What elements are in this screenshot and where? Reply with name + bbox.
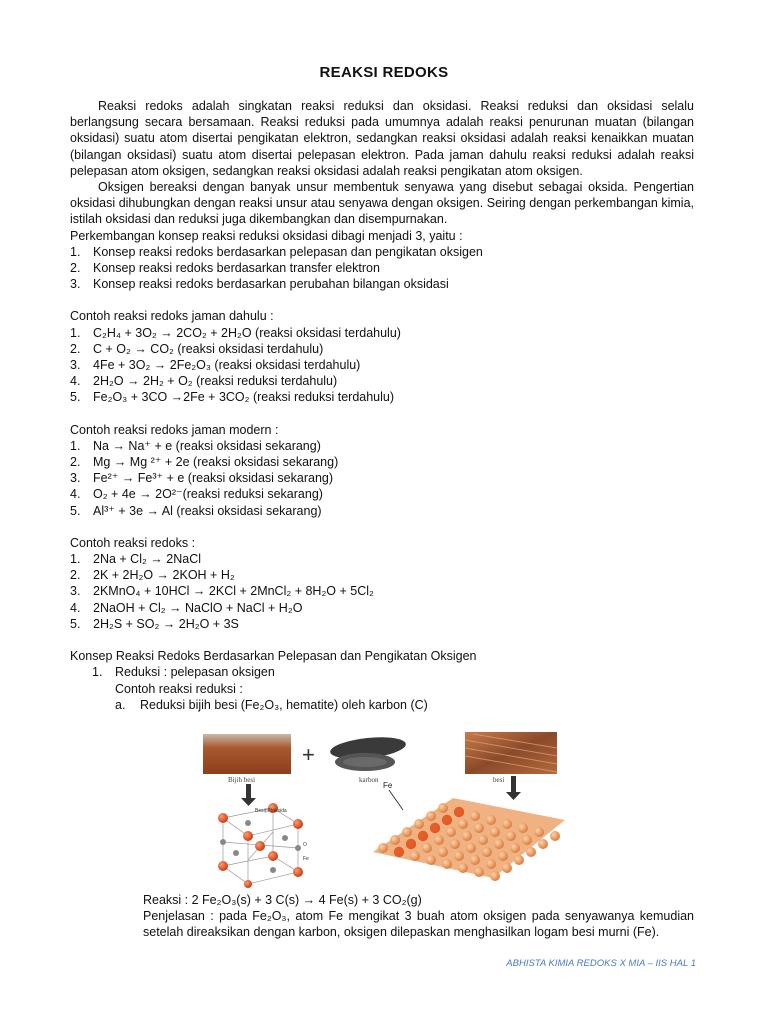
label-fe: Fe [383,781,393,790]
list-item: 1. Na → Na⁺ + e (reaksi oksidasi sekarang) [70,438,321,453]
section-heading-konsep-oksigen: Konsep Reaksi Redoks Berdasarkan Pelepasan dan Pengikatan Oksigen [70,649,477,664]
list-item: 3. 2KMnO₄ + 10HCl → 2KCl + 2MnCl₂ + 8H₂O + 5Cl₂ [70,584,374,599]
down-arrow-icon [506,776,521,800]
list-item: 4. 2H₂O → 2H₂ + O₂ (reaksi reduksi terdahulu) [70,374,338,389]
konsep-list [70,244,694,293]
reduksi-item: 1. Reduksi : pelepasan oksigen [92,665,275,680]
label-o: O [303,842,307,848]
contoh-list [70,551,694,632]
reaction-penjelasan: Penjelasan : pada Fe₂O₃, atom Fe mengikat 3 buah atom oksigen pada senyawanya kemudian setelah direaksikan dengan karbon, oksigen dilepaskan menghasilkan logam besi murni (Fe). [143,909,694,939]
list-item: 3. Fe²⁺ → Fe³⁺ + e (reaksi oksidasi sekarang) [70,471,334,486]
page-footer: ABHISTA KIMIA REDOKS X MIA – IIS HAL 1 [506,958,696,969]
down-arrow-icon [241,784,256,806]
label-karbon: karbon [359,776,379,784]
list-item: 3. Konsep reaksi redoks berdasarkan perubahan bilangan oksidasi [70,277,449,292]
list-item: 2. C + O₂ → CO₂ (reaksi oksidasi terdahulu) [70,341,324,356]
reaction-explanation [143,892,694,940]
list-item: 2. Konsep reaksi redoks berdasarkan transfer elektron [70,261,380,276]
list-item: 5. 2H₂S + SO₂ → 2H₂O + 3S [70,616,239,631]
label-besi: besi [493,776,505,784]
label-bijih-besi: Bijih besi [228,776,256,784]
paragraph-perkembangan: Perkembangan konsep reaksi reduksi oksidasi dibagi menjadi 3, yaitu : [70,228,463,243]
list-item: 5. Fe₂O₃ + 3CO →2Fe + 3CO₂ (reaksi reduksi terdahulu) [70,390,395,405]
reaction-equation: Reaksi : 2 Fe₂O₃(s) + 3 C(s) → 4 Fe(s) + 3 CO₂(g) [143,893,422,907]
section-heading-modern: Contoh reaksi redoks jaman modern : [70,422,279,437]
modern-list [70,438,694,519]
lattice-atoms [218,803,303,888]
label-fe-lattice: Fe [303,856,309,862]
section-heading-dahulu: Contoh reaksi redoks jaman dahulu : [70,309,274,324]
iron-ore-photo [203,734,291,774]
plus-sign: + [302,742,315,767]
iron-rods-photo [465,732,557,774]
list-item: 2. 2K + 2H₂O → 2KOH + H₂ [70,568,235,583]
list-item: 2. Mg → Mg ²⁺ + 2e (reaksi oksidasi sekarang) [70,455,339,470]
list-item: 3. 4Fe + 3O₂ → 2Fe₂O₃ (reaksi oksidasi terdahulu) [70,358,361,373]
page-title: REAKSI REDOKS [319,64,449,81]
list-item: 1. 2Na + Cl₂ → 2NaCl [70,552,202,567]
list-item: 1. Konsep reaksi redoks berdasarkan pelepasan dan pengikatan oksigen [70,244,483,259]
carbon-photo [329,734,407,771]
list-item: 5. Al³⁺ + 3e → Al (reaksi oksidasi sekarang) [70,503,322,518]
label-besi-oksida: Besi(III)oksida [255,808,287,814]
iron-metal-atom-layer [373,798,565,881]
section-heading-contoh: Contoh reaksi redoks : [70,535,196,550]
list-item: 1. C₂H₄ + 3O₂ → 2CO₂ + 2H₂O (reaksi oksidasi terdahulu) [70,325,401,340]
list-item: 4. O₂ + 4e → 2O²⁻(reaksi reduksi sekarang) [70,487,323,502]
contoh-reduksi-label: Contoh reaksi reduksi : [115,681,243,696]
list-item: 4. 2NaOH + Cl₂ → NaClO + NaCl + H₂O [70,600,303,615]
paragraph-intro: Reaksi redoks adalah singkatan reaksi reduksi dan oksidasi. Reaksi reduksi dan oksidasi selalu berlangsung secara bersamaan. Reaksi reduksi pada umumnya adalah reaksi penurunan muatan (bilangan oksidasi) suatu atom disertai pengikatan elektron, sedangkan reaksi oksidasi adalah reaksi kenaikkan muatan (bilangan oksidasi) suatu atom disertai pelepasan elektron. Pada jaman dahulu reaksi reduksi adalah reaksi pelepasan atom oksigen, sedangkan reaksi oksidasi adalah reaksi pengikatan atom oksigen. [70,99,694,178]
reduksi-example-a: a. Reduksi bijih besi (Fe₂O₃, hematite) oleh karbon (C) [115,697,428,712]
iron-reduction-figure [203,728,565,888]
paragraph-oksida: Oksigen bereaksi dengan banyak unsur membentuk senyawa yang disebut sebagai oksida. Pengertian oksidasi dihubungkan dengan reaksi unsur atau senyawa dengan oksigen. Seiring dengan perkembangan kimia, istilah oksidasi dan reduksi juga dikembangkan dan disempurnakan. [70,180,694,227]
document-body [70,98,694,713]
dahulu-list [70,325,694,406]
